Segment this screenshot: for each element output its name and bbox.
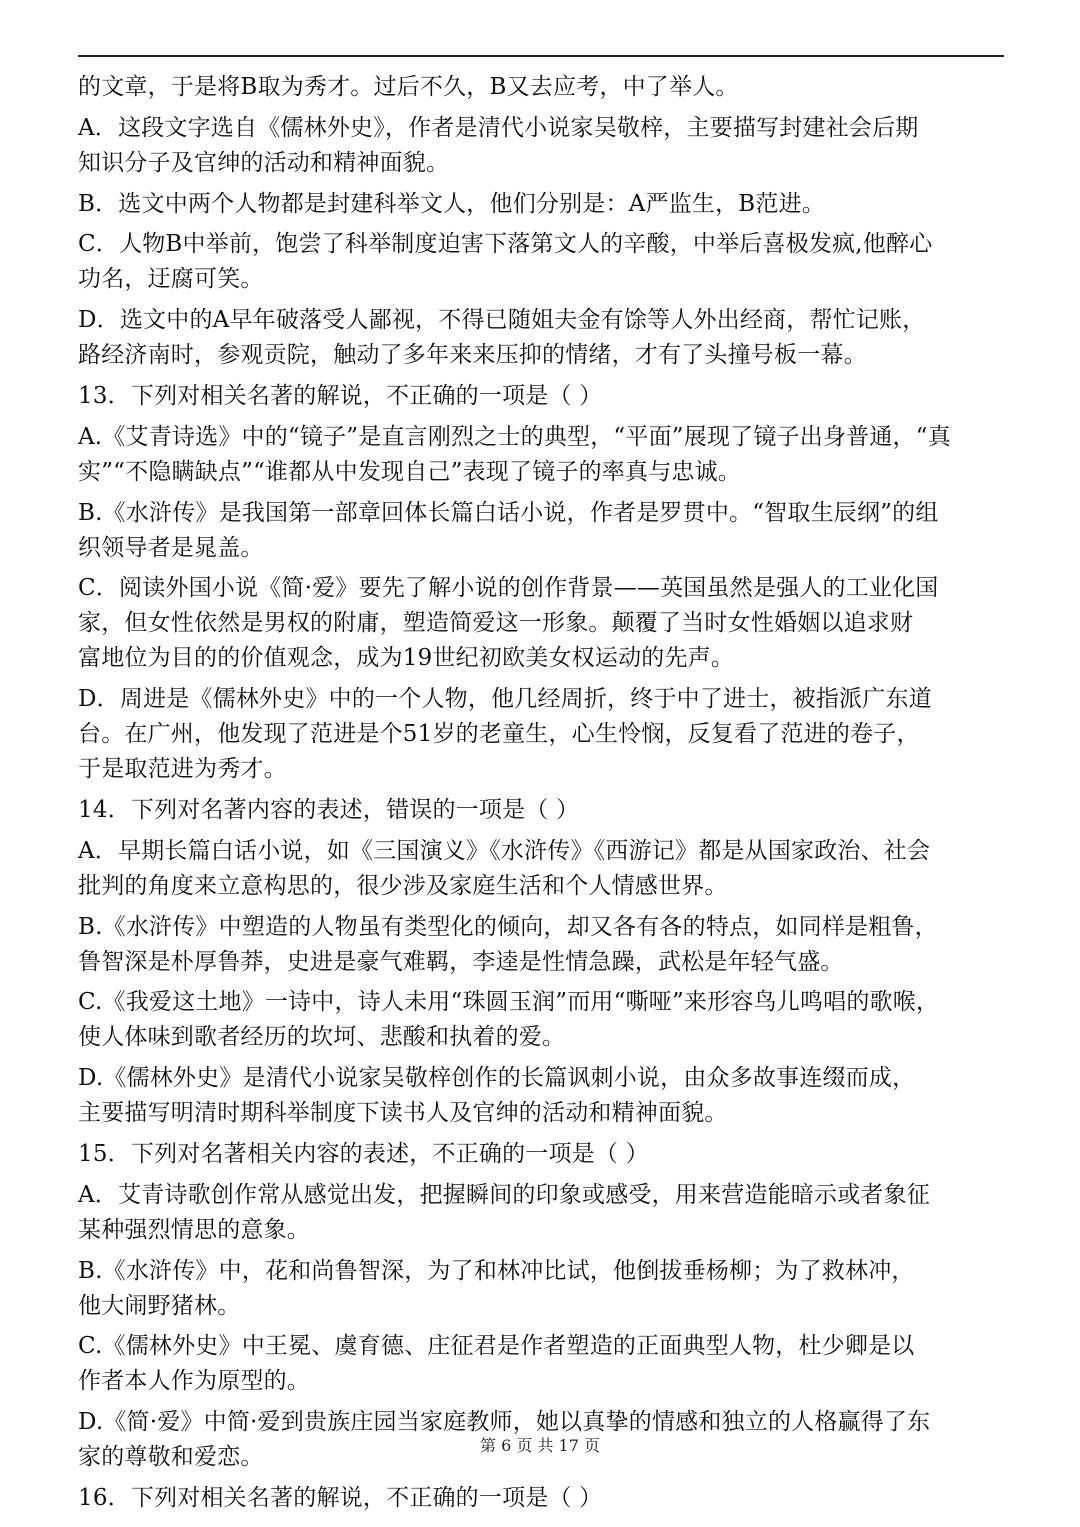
paragraph-line: A．这段文字选自《儒林外史》，作者是清代小说家吴敬梓，主要描写封建社会后期 [78, 114, 919, 141]
paragraph-line: A．艾青诗歌创作常从感觉出发，把握瞬间的印象或感受，用来营造能暗示或者象征 [78, 1181, 931, 1208]
paragraph-line: 14．下列对名著内容的表述，错误的一项是（ ） [78, 796, 580, 823]
paragraph-line: 鲁智深是朴厚鲁莽，史进是豪气难羁，李逵是性情急躁，武松是年轻气盛。 [78, 948, 844, 975]
paragraph-line: 作者本人作为原型的。 [78, 1368, 310, 1395]
paragraph-line: B.《水浒传》中，花和尚鲁智深，为了和林冲比试，他倒拔垂杨柳；为了救林冲， [78, 1257, 915, 1284]
paragraph-line: 实”“不隐瞒缺点”“谁都从中发现自己”表现了镜子的率真与忠诚。 [78, 458, 741, 485]
page-footer: 第 6 页 共 17 页 [480, 1436, 600, 1455]
paragraph-line: 某种强烈情思的意象。 [78, 1216, 310, 1243]
header-rule [78, 55, 1004, 57]
paragraph-line: 16．下列对相关名著的解说，不正确的一项是（ ） [78, 1484, 603, 1511]
paragraph-line: 主要描写明清时期科举制度下读书人及官绅的活动和精神面貌。 [78, 1100, 728, 1127]
paragraph-line: 13．下列对相关名著的解说，不正确的一项是（ ） [78, 382, 603, 409]
paragraph-line: C.《我爱这土地》一诗中，诗人未用“珠圆玉润”而用“嘶哑”来形容鸟儿鸣唱的歌喉， [78, 989, 940, 1016]
paragraph-line: A.《艾青诗选》中的“镜子”是直言刚烈之士的典型，“平面”展现了镜子出身普通，“真 [78, 423, 951, 450]
paragraph-line: 15．下列对名著相关内容的表述，不正确的一项是（ ） [78, 1140, 649, 1167]
paragraph-line: 台。在广州，他发现了范进是个51岁的老童生，心生怜悯，反复看了范进的卷子， [78, 721, 920, 748]
paragraph-line: C．人物B中举前，饱尝了科举制度迫害下落第文人的辛酸，中举后喜极发疯,他醉心 [78, 231, 933, 258]
paragraph-line: C.《儒林外史》中王冕、虞育德、庄征君是作者塑造的正面典型人物，杜少卿是以 [78, 1333, 915, 1360]
paragraph-line: 路经济南时，参观贡院，触动了多年来来压抑的情绪，才有了头撞号板一幕。 [78, 342, 867, 369]
paragraph-line: D．周进是《儒林外史》中的一个人物，他几经周折，终于中了进士，被指派广东道 [78, 686, 932, 713]
paragraph-line: B．选文中两个人物都是封建科举文人，他们分别是：A严监生，B范进。 [78, 190, 826, 217]
paragraph-line: 富地位为目的的价值观念，成为19世纪初欧美女权运动的先声。 [78, 645, 735, 672]
paragraph-line: A．早期长篇白话小说，如《三国演义》《水浒传》《西游记》都是从国家政治、社会 [78, 837, 931, 864]
paragraph-line: B.《水浒传》中塑造的人物虽有类型化的倾向，却又各有各的特点，如同样是粗鲁， [78, 913, 938, 940]
paragraph-line: 家，但女性依然是男权的附庸，塑造简爱这一形象。颠覆了当时女性婚姻以追求财 [78, 610, 914, 637]
paragraph-line: 使人体味到歌者经历的坎坷、悲酸和执着的爱。 [78, 1024, 566, 1051]
paragraph-line: 于是取范进为秀才。 [78, 756, 287, 783]
paragraph-line: 家的尊敬和爱恋。 [78, 1444, 264, 1471]
paragraph-line: D.《儒林外史》是清代小说家吴敬梓创作的长篇讽刺小说，由众多故事连缀而成， [78, 1065, 916, 1092]
paragraph-line: 批判的角度来立意构思的，很少涉及家庭生活和个人情感世界。 [78, 872, 728, 899]
document-body [78, 70, 1004, 1516]
paragraph-line: 织领导者是晁盖。 [78, 534, 264, 561]
paragraph-line: B.《水浒传》是我国第一部章回体长篇白话小说，作者是罗贯中。“智取生辰纲”的组 [78, 499, 939, 526]
paragraph-line: 功名，迂腐可笑。 [78, 266, 264, 293]
paragraph-line: 知识分子及官绅的活动和精神面貌。 [78, 149, 450, 176]
paragraph-line: D．选文中的A早年破落受人鄙视，不得已随姐夫金有馀等人外出经商，帮忙记账， [78, 307, 926, 334]
paragraph-line: 的文章，于是将B取为秀才。过后不久，B又去应考，中了举人。 [78, 74, 739, 100]
paragraph-line: D.《简·爱》中简·爱到贵族庄园当家庭教师，她以真挚的情感和独立的人格赢得了东 [78, 1409, 931, 1436]
paragraph-line: C．阅读外国小说《简·爱》要先了解小说的创作背景——英国虽然是强人的工业化国 [78, 575, 939, 602]
paragraph-line: 他大闹野猪林。 [78, 1292, 241, 1319]
